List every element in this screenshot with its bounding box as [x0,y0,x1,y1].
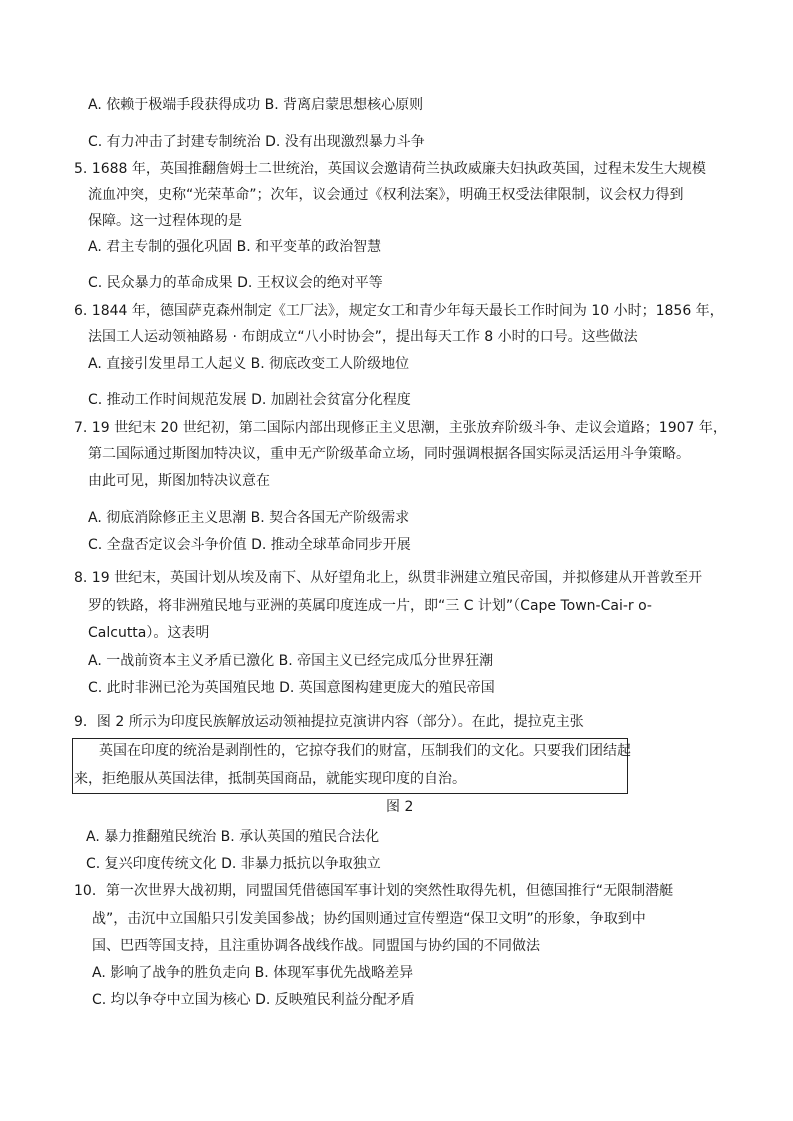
q7-options-cd: C. 全盘否定议会斗争价值 D. 推动全球革命同步开展 [88,537,411,553]
figure-2-caption: 图 2 [386,799,414,815]
q9-stem-line1: 9．图 2 所示为印度民族解放运动领袖提拉克演讲内容（部分）。在此，提拉克主张 [74,714,584,730]
q5-stem-line1: 5. 1688 年，英国推翻詹姆士二世统治，英国议会邀请荷兰执政威廉夫妇执政英国，过程未发生大规模 [74,161,706,177]
q10-stem-line1: 10．第一次世界大战初期，同盟国凭借德国军事计划的突然性取得先机，但德国推行“无限制潜艇 [74,883,674,899]
q7-stem-line3: 由此可见，斯图加特决议意在 [88,473,270,489]
q10-options-cd: C. 均以争夺中立国为核心 D. 反映殖民利益分配矛盾 [92,992,415,1008]
q6-options-ab: A. 直接引发里昂工人起义 B. 彻底改变工人阶级地位 [88,356,410,372]
q6-stem-line2: 法国工人运动领袖路易 · 布朗成立“八小时协会”，提出每天工作 8 小时的口号。这些做法 [88,329,638,345]
q5-stem-line2: 流血冲突，史称“光荣革命”；次年，议会通过《权利法案》，明确王权受法律限制，议会权力得到 [88,187,684,203]
q5-options-cd: C. 民众暴力的革命成果 D. 王权议会的绝对平等 [88,275,383,291]
q7-options-ab: A. 彻底消除修正主义思潮 B. 契合各国无产阶级需求 [88,510,410,526]
q8-stem-line1: 8. 19 世纪末，英国计划从埃及南下、从好望角北上，纵贯非洲建立殖民帝国，并拟修建从开普敦至开 [74,570,703,586]
q7-stem-line1: 7. 19 世纪末 20 世纪初，第二国际内部出现修正主义思潮，主张放弃阶级斗争、走议会道路；1907 年， [74,420,727,436]
q6-options-cd: C. 推动工作时间规范发展 D. 加剧社会贫富分化程度 [88,392,411,408]
q7-stem-line2: 第二国际通过斯图加特决议，重申无产阶级革命立场，同时强调根据各国实际灵活运用斗争策略。 [88,446,690,462]
q8-stem-line3: Calcutta）。这表明 [88,625,210,641]
figure-2-quote-box [72,738,631,794]
q10-options-ab: A. 影响了战争的胜负走向 B. 体现军事优先战略差异 [92,965,414,981]
q4-options-ab: A. 依赖于极端手段获得成功 B. 背离启蒙思想核心原则 [88,97,424,113]
q10-stem-line2: 战”，击沉中立国船只引发美国参战；协约国则通过宣传塑造“保卫文明”的形象，争取到中 [92,911,646,927]
q8-stem-line2: 罗的铁路，将非洲殖民地与亚洲的英属印度连成一片，即“三 C 计划”（Cape Town-Cai-r o- [88,598,652,614]
q4-options-cd: C. 有力冲击了封建专制统治 D. 没有出现激烈暴力斗争 [88,134,425,150]
figure-2-quote-line2: 来，拒绝服从英国法律，抵制英国商品，就能实现印度的自治。 [74,771,466,787]
q10-stem-line3: 国、巴西等国支持，且注重协调各战线作战。同盟国与协约国的不同做法 [92,938,540,954]
q5-options-ab: A. 君主专制的强化巩固 B. 和平变革的政治智慧 [88,239,382,255]
figure-2-quote-line1: 英国在印度的统治是剥削性的，它掠夺我们的财富，压制我们的文化。只要我们团结起 [99,743,631,759]
q8-options-ab: A. 一战前资本主义矛盾已激化 B. 帝国主义已经完成瓜分世界狂潮 [88,653,494,669]
q8-options-cd: C. 此时非洲已沦为英国殖民地 D. 英国意图构建更庞大的殖民帝国 [88,680,495,696]
q5-stem-line3: 保障。这一过程体现的是 [88,213,242,229]
q9-options-ab: A. 暴力推翻殖民统治 B. 承认英国的殖民合法化 [86,829,380,845]
q9-options-cd: C. 复兴印度传统文化 D. 非暴力抵抗以争取独立 [86,856,381,872]
q6-stem-line1: 6. 1844 年，德国萨克森州制定《工厂法》，规定女工和青少年每天最长工作时间为 10 小时；1856 年， [74,303,724,319]
